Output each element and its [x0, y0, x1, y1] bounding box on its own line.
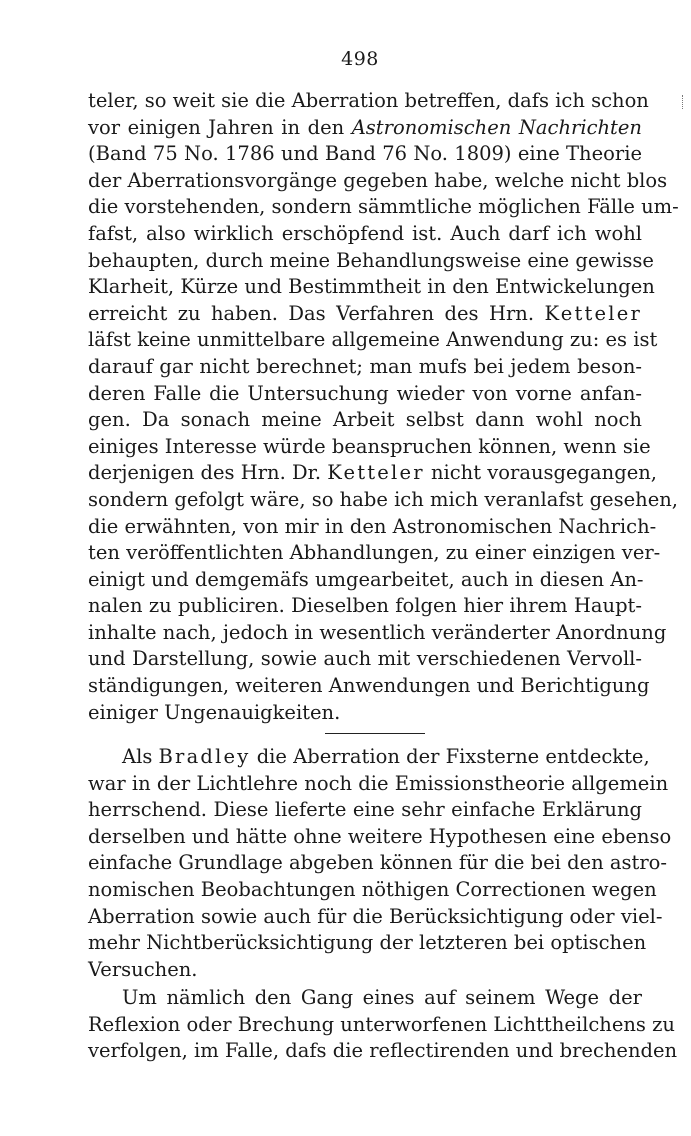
section-divider	[325, 733, 425, 734]
text-line: Aberration sowie auch für die Berücksichtigung oder viel-	[88, 904, 663, 928]
text-line: mehr Nichtberücksichtigung der letzteren bei optischen	[88, 931, 647, 955]
text-line: Reflexion oder Brechung unterworfenen Lichttheilchens zu	[88, 1012, 675, 1036]
text-line: der Aberrationsvorgänge gegeben habe, welche nicht blos	[88, 168, 668, 192]
page-number: 498	[341, 48, 379, 70]
text-line: teler, so weit sie die Aberration betreffen, dafs ich schon	[88, 89, 649, 112]
text-line: einfache Grundlage abgeben können für die bei den astro-	[88, 851, 667, 875]
text-segment: Als	[122, 745, 153, 768]
text-line: behaupten, durch meine Behandlungsweise eine gewisse	[88, 248, 654, 272]
text-line: darauf gar nicht berechnet; man mufs bei jedem beson-	[88, 354, 642, 378]
text-line: gen. Da sonach meine Arbeit selbst dann wohl noch	[88, 408, 642, 432]
text-line: läfst keine unmittelbare allgemeine Anwendung zu: es ist	[88, 328, 658, 352]
paragraph-3	[88, 985, 678, 1065]
text-line: inhalte nach, jedoch in wesentlich veränderter Anordnung	[88, 620, 667, 644]
italic-title: Astronomischen Nachrichten	[351, 115, 642, 139]
paragraph-1	[88, 88, 679, 726]
spaced-name: Ketteler	[544, 301, 642, 325]
text-line: nomischen Beobachtungen nöthigen Correctionen wegen	[88, 877, 657, 901]
text-segment: die Aberration der Fixsterne entdeckte,	[256, 745, 650, 768]
text-line: deren Falle die Untersuchung wieder von vorne anfan-	[88, 381, 642, 405]
text-segment: derjenigen des Hrn. Dr.	[88, 461, 322, 485]
text-line	[88, 460, 657, 487]
text-line: einigt und demgemäfs umgearbeitet, auch in diesen An-	[88, 567, 644, 591]
text-line: nalen zu publiciren. Dieselben folgen hier ihrem Haupt-	[88, 594, 642, 618]
text-line: einiger Ungenauigkeiten.	[88, 700, 341, 724]
text-line: einiges Interesse würde beanspruchen können, wenn sie	[88, 434, 651, 458]
text-line: die vorstehenden, sondern sämmtliche möglichen Fälle um-	[88, 195, 679, 219]
text-line	[88, 301, 642, 328]
text-segment: vor einigen Jahren in den	[88, 115, 345, 139]
text-line: war in der Lichtlehre noch die Emissionstheorie allgemein	[88, 771, 669, 795]
text-line: die erwähnten, von mir in den Astronomischen Nachrich-	[88, 514, 657, 538]
text-line: herrschend. Diese lieferte eine sehr einfache Erklärung	[88, 798, 642, 822]
text-line: sondern gefolgt wäre, so habe ich mich veranlafst gesehen,	[88, 487, 678, 511]
text-line	[88, 744, 650, 771]
text-line	[88, 115, 642, 142]
spaced-name: Ketteler	[327, 461, 425, 485]
text-line: Klarheit, Kürze und Bestimmtheit in den Entwickelungen	[88, 275, 655, 299]
spaced-name: Bradley	[158, 745, 251, 768]
text-line: verfolgen, im Falle, dafs die reflectirenden und brechenden	[88, 1039, 678, 1063]
text-segment: erreicht zu haben. Das Verfahren des Hrn.	[88, 301, 535, 325]
text-line: derselben und hätte ohne weitere Hypothesen eine ebenso	[88, 824, 672, 848]
text-line: Versuchen.	[88, 957, 198, 981]
paragraph-2	[88, 744, 672, 983]
margin-mark	[682, 95, 687, 109]
text-line: ständigungen, weiteren Anwendungen und Berichtigung	[88, 674, 650, 698]
text-line: (Band 75 No. 1786 und Band 76 No. 1809) eine Theorie	[88, 142, 642, 166]
text-line: ten veröffentlichten Abhandlungen, zu einer einzigen ver-	[88, 541, 661, 565]
text-line: fafst, also wirklich erschöpfend ist. Auch darf ich wohl	[88, 221, 642, 245]
text-line: und Darstellung, sowie auch mit verschiedenen Vervoll-	[88, 647, 642, 671]
text-segment: nicht vorausgegangen,	[430, 461, 657, 485]
text-line: Um nämlich den Gang eines auf seinem Wege der	[122, 986, 642, 1009]
